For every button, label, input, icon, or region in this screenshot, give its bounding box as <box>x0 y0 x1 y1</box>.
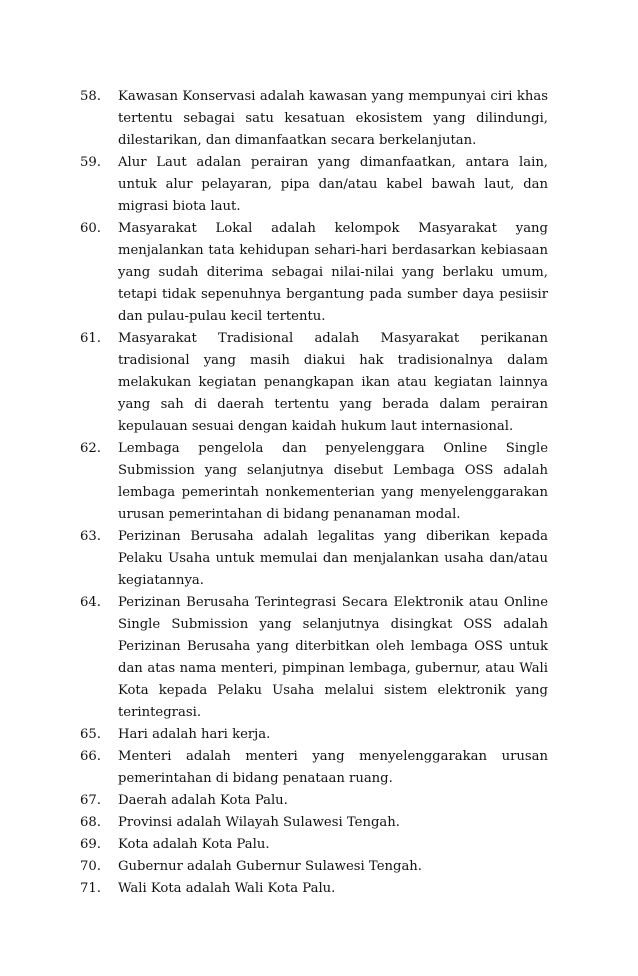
definition-text: Perizinan Berusaha Terintegrasi Secara Elektronik atau Online Single Submission yang selanjutnya disingkat OSS adalah Perizinan Berusaha yang diterbitkan oleh lembaga OSS untuk dan atas nama menteri, pimpinan lembaga, gubernur, atau Wali Kota kepada Pelaku Usaha melalui sistem elektronik yang terintegrasi. <box>118 595 548 720</box>
definition-number: 58. <box>80 89 101 104</box>
definition-number: 64. <box>80 595 101 610</box>
definition-list <box>80 86 548 900</box>
definition-item <box>80 812 548 834</box>
definition-text: Perizinan Berusaha adalah legalitas yang diberikan kepada Pelaku Usaha untuk memulai dan menjalankan usaha dan/atau kegiatannya. <box>118 529 548 588</box>
definition-number: 65. <box>80 727 101 742</box>
definition-text: Wali Kota adalah Wali Kota Palu. <box>118 881 336 896</box>
definition-item <box>80 746 548 790</box>
definition-number: 66. <box>80 749 101 764</box>
definition-text: Gubernur adalah Gubernur Sulawesi Tengah. <box>118 859 422 874</box>
definition-item <box>80 526 548 592</box>
definition-item <box>80 152 548 218</box>
definition-number: 69. <box>80 837 101 852</box>
definition-number: 71. <box>80 881 101 896</box>
definition-item <box>80 834 548 856</box>
definition-number: 62. <box>80 441 101 456</box>
definition-text: Masyarakat Lokal adalah kelompok Masyarakat yang menjalankan tata kehidupan sehari-hari berdasarkan kebiasaan yang sudah diterima sebagai nilai-nilai yang berlaku umum, tetapi tidak sepenuhnya bergantung pada sumber daya pesiisir dan pulau-pulau kecil tertentu. <box>118 221 548 324</box>
definition-item <box>80 86 548 152</box>
definition-number: 68. <box>80 815 101 830</box>
definition-number: 67. <box>80 793 101 808</box>
definition-item <box>80 790 548 812</box>
definition-text: Kawasan Konservasi adalah kawasan yang mempunyai ciri khas tertentu sebagai satu kesatuan ekosistem yang dilindungi, dilestarikan, dan dimanfaatkan secara berkelanjutan. <box>118 89 548 148</box>
definition-item <box>80 592 548 724</box>
definition-text: Alur Laut adalan perairan yang dimanfaatkan, antara lain, untuk alur pelayaran, pipa dan/atau kabel bawah laut, dan migrasi biota laut. <box>118 155 548 214</box>
definition-text: Daerah adalah Kota Palu. <box>118 793 288 808</box>
definition-number: 60. <box>80 221 101 236</box>
definition-item <box>80 878 548 900</box>
definition-number: 63. <box>80 529 101 544</box>
definition-text: Hari adalah hari kerja. <box>118 727 271 742</box>
definition-number: 59. <box>80 155 101 170</box>
definition-item <box>80 438 548 526</box>
definition-number: 70. <box>80 859 101 874</box>
definition-text: Lembaga pengelola dan penyelenggara Online Single Submission yang selanjutnya disebut Lembaga OSS adalah lembaga pemerintah nonkementerian yang menyelenggarakan urusan pemerintahan di bidang penanaman modal. <box>118 441 548 522</box>
definition-item <box>80 218 548 328</box>
definition-item <box>80 856 548 878</box>
definition-text: Kota adalah Kota Palu. <box>118 837 270 852</box>
definition-item <box>80 328 548 438</box>
definition-text: Masyarakat Tradisional adalah Masyarakat perikanan tradisional yang masih diakui hak tradisionalnya dalam melakukan kegiatan penangkapan ikan atau kegiatan lainnya yang sah di daerah tertentu yang berada dalam perairan kepulauan sesuai dengan kaidah hukum laut internasional. <box>118 331 548 434</box>
definition-number: 61. <box>80 331 101 346</box>
definition-text: Menteri adalah menteri yang menyelenggarakan urusan pemerintahan di bidang penataan ruang. <box>118 749 548 786</box>
definition-text: Provinsi adalah Wilayah Sulawesi Tengah. <box>118 815 400 830</box>
definition-item <box>80 724 548 746</box>
